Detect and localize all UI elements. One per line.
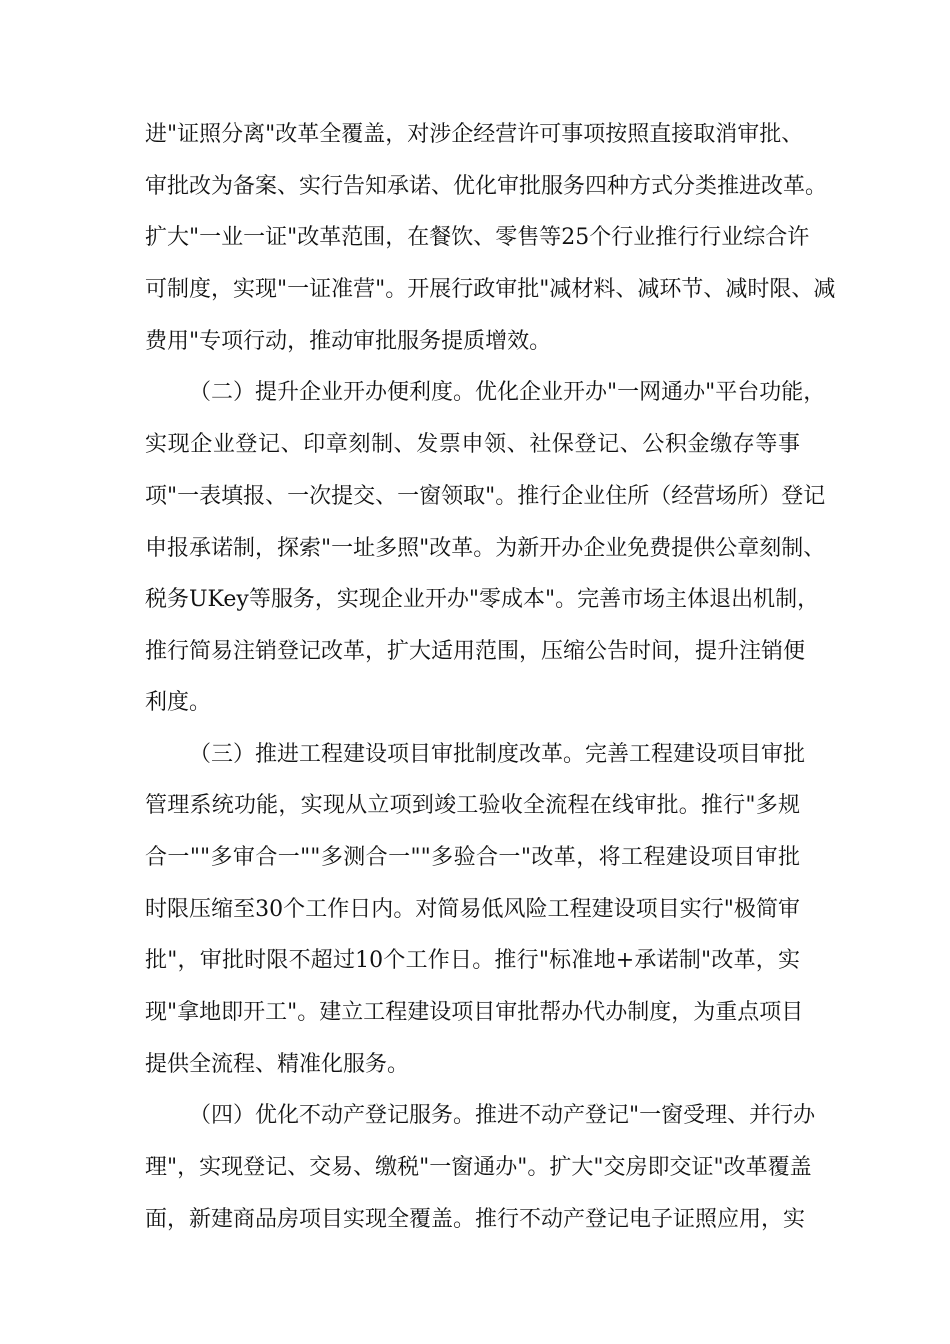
paragraph-line: 扩大"一业一证"改革范围，在餐饮、零售等25个行业推行行业综合许: [145, 225, 810, 250]
paragraph-line: 现"拿地即开工"。建立工程建设项目审批帮办代办制度，为重点项目: [145, 1000, 804, 1025]
paragraph-line: 税务UKey等服务，实现企业开办"零成本"。完善市场主体退出机制，: [145, 587, 820, 612]
paragraph-line: 批"，审批时限不超过10个工作日。推行"标准地+承诺制"改革，实: [145, 948, 800, 973]
paragraph-line: 时限压缩至30个工作日内。对简易低风险工程建设项目实行"极简审: [145, 897, 800, 922]
paragraph-line: 提供全流程、精准化服务。: [145, 1052, 410, 1077]
paragraph-line: 项"一表填报、一次提交、一窗领取"。推行企业住所（经营场所）登记: [145, 484, 826, 509]
paragraph-line: 管理系统功能，实现从立项到竣工验收全流程在线审批。推行"多规: [145, 793, 800, 818]
paragraph-line: 实现企业登记、印章刻制、发票申领、社保登记、公积金缴存等事: [145, 432, 800, 457]
section-heading-line: （四）优化不动产登记服务。推进不动产登记"一窗受理、并行办: [189, 1103, 816, 1128]
section-heading-line: （三）推进工程建设项目审批制度改革。完善工程建设项目审批: [189, 742, 806, 767]
paragraph-line: 理"，实现登记、交易、缴税"一窗通办"。扩大"交房即交证"改革覆盖: [145, 1155, 812, 1180]
paragraph-line: 进"证照分离"改革全覆盖，对涉企经营许可事项按照直接取消审批、: [145, 122, 804, 147]
paragraph-line: 面，新建商品房项目实现全覆盖。推行不动产登记电子证照应用，实: [145, 1207, 806, 1232]
paragraph-line: 审批改为备案、实行告知承诺、优化审批服务四种方式分类推进改革。: [145, 174, 828, 199]
paragraph-line: 利度。: [145, 690, 212, 715]
paragraph-line: 合一""多审合一""多测合一""多验合一"改革，将工程建设项目审批: [145, 845, 800, 870]
paragraph-line: 申报承诺制，探索"一址多照"改革。为新开办企业免费提供公章刻制、: [145, 536, 826, 561]
paragraph-line: 推行简易注销登记改革，扩大适用范围，压缩公告时间，提升注销便: [145, 639, 806, 664]
paragraph-line: 费用"专项行动，推动审批服务提质增效。: [145, 329, 552, 354]
section-heading-line: （二）提升企业开办便利度。优化企业开办"一网通办"平台功能，: [189, 380, 826, 405]
paragraph-line: 可制度，实现"一证准营"。开展行政审批"减材料、减环节、减时限、减: [145, 277, 836, 302]
